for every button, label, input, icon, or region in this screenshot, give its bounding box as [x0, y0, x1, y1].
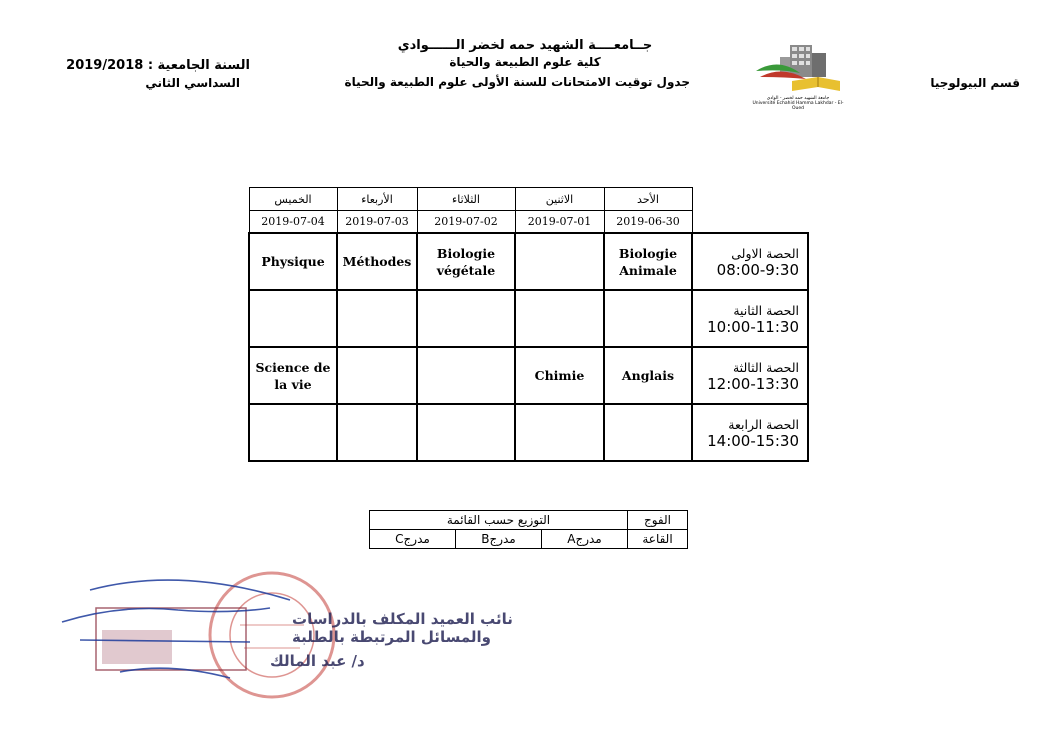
department-name: قسم البيولوجيا	[930, 76, 1020, 90]
period-row	[249, 290, 808, 347]
period-name: الحصة الرابعة	[728, 416, 799, 432]
exam-cell: Chimie	[515, 347, 604, 404]
exam-cell: Méthodes	[337, 233, 417, 290]
exam-cell: Biologie végétale	[417, 233, 515, 290]
university-logo	[752, 37, 844, 103]
hall-distribution-table	[369, 510, 688, 549]
dates-row	[249, 211, 808, 234]
distribution-label: التوزيع حسب القائمة	[370, 511, 628, 530]
period-time: 10:00-11:30	[707, 317, 799, 336]
period-name: الحصة الاولى	[731, 245, 799, 261]
exam-cell	[417, 347, 515, 404]
period-row	[249, 233, 808, 290]
date-cell: 2019-07-03	[337, 211, 417, 234]
date-cell: 2019-07-02	[417, 211, 515, 234]
day-header: الثلاثاء	[417, 188, 515, 211]
faculty-name: كلية علوم الطبيعة والحياة	[449, 55, 601, 69]
exam-cell: Physique	[249, 233, 337, 290]
exam-cell	[417, 290, 515, 347]
period-name: الحصة الثالثة	[732, 359, 799, 375]
exam-cell	[249, 404, 337, 461]
corner-cell	[692, 188, 808, 211]
date-cell: 2019-07-01	[515, 211, 604, 234]
day-header: الأربعاء	[337, 188, 417, 211]
period-label	[692, 233, 808, 290]
exam-cell: Biologie Animale	[604, 233, 692, 290]
group-row	[370, 511, 688, 530]
period-time: 12:00-13:30	[707, 374, 799, 393]
hall-label: القاعة	[628, 530, 688, 549]
exam-cell	[417, 404, 515, 461]
logo-caption: جامعة الشهيد حمه لخضر - الوادي Université Echahid Hamma Lakhdar - El-Oued	[752, 96, 844, 111]
period-time: 14:00-15:30	[707, 431, 799, 450]
academic-year: السنة الجامعية : 2019/2018	[66, 58, 250, 73]
exam-cell	[604, 404, 692, 461]
signature-line: نائب العميد المكلف بالدراسات	[292, 610, 513, 628]
exam-cell	[515, 404, 604, 461]
period-label	[692, 347, 808, 404]
period-row	[249, 347, 808, 404]
semester: السداسي الثاني	[145, 76, 240, 90]
university-name: جــامعــــة الشهيد حمه لخضر الــــــوادي	[397, 38, 653, 53]
day-header: الأحد	[604, 188, 692, 211]
signature-line: د/ عبد المالك	[270, 652, 365, 670]
hall-cell: مدرجA	[542, 530, 628, 549]
exam-cell	[337, 347, 417, 404]
exam-cell	[249, 290, 337, 347]
exam-cell	[604, 290, 692, 347]
signature-line: والمسائل المرتبطة بالطلبة	[292, 628, 491, 646]
day-header: الاثنين	[515, 188, 604, 211]
group-label: الفوج	[628, 511, 688, 530]
date-cell: 2019-07-04	[249, 211, 337, 234]
exam-cell	[337, 290, 417, 347]
exam-cell: Science de la vie	[249, 347, 337, 404]
hall-cell: مدرجC	[370, 530, 456, 549]
corner-cell	[692, 211, 808, 234]
days-row	[249, 188, 808, 211]
exam-schedule-table	[248, 187, 809, 462]
hall-cell: مدرجB	[456, 530, 542, 549]
rectangular-stamp	[96, 608, 246, 670]
period-name: الحصة الثانية	[733, 302, 799, 318]
day-header: الخميس	[249, 188, 337, 211]
exam-cell	[515, 233, 604, 290]
period-row	[249, 404, 808, 461]
exam-cell	[337, 404, 417, 461]
official-stamp-signature	[60, 570, 513, 705]
period-label	[692, 404, 808, 461]
hall-row	[370, 530, 688, 549]
period-label	[692, 290, 808, 347]
date-cell: 2019-06-30	[604, 211, 692, 234]
schedule-title: جدول توقيت الامتحانات للسنة الأولى علوم الطبيعة والحياة	[344, 75, 690, 89]
period-time: 08:00-9:30	[716, 260, 799, 279]
exam-cell	[515, 290, 604, 347]
exam-cell: Anglais	[604, 347, 692, 404]
